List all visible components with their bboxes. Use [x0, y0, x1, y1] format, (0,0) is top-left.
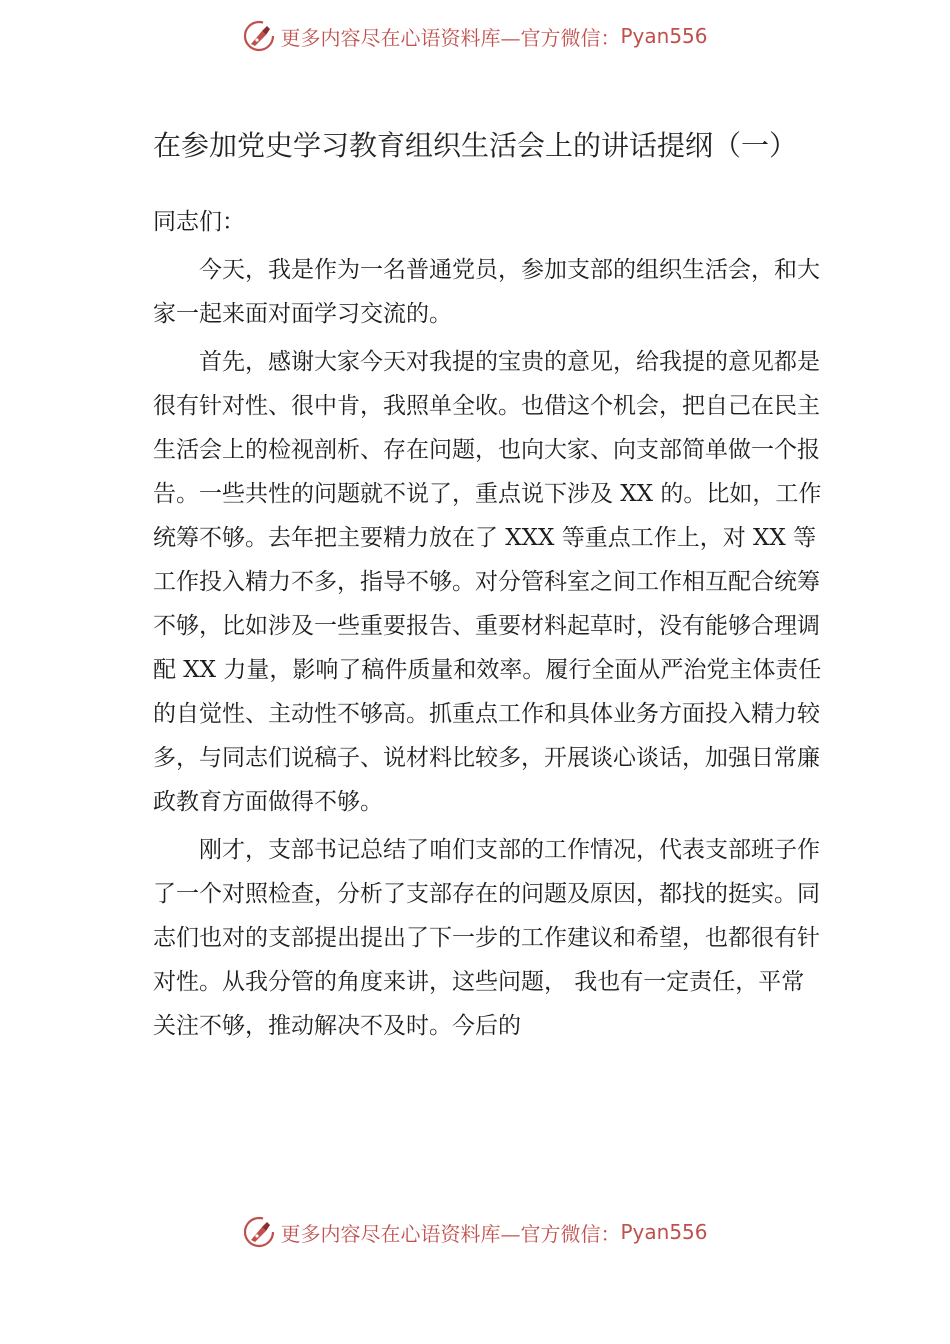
pen-nib-logo-icon [242, 1215, 276, 1249]
pen-nib-logo-icon [242, 19, 276, 53]
paragraph: 刚才，支部书记总结了咱们支部的工作情况，代表支部班子作了一个对照检查，分析了支部存在的问题及原因，都找的挺实。同志们也对的支部提出提出了下一步的工作建议和希望，也都很有针对性。从我分管的角度来讲，这些问题， 我也有一定责任，平常关注不够，推动解决不及时。今后的 [153, 837, 820, 1039]
header-banner [0, 16, 950, 56]
paragraph: 首先，感谢大家今天对我提的宝贵的意见，给我提的意见都是很有针对性、很中肯，我照单全收。也借这个机会，把自己在民主生活会上的检视剖析、存在问题，也向大家、向支部简单做一个报告。一些共性的问题就不说了，重点说下涉及 XX 的。比如，工作统筹不够。去年把主要精力放在了 XXX 等重点工作上，对 XX 等工作投入精力不多，指导不够。对分管科室之间工作相互配合统筹不够，比如涉及一些重要报告、重要材料起草时，没有能够合理调配 XX 力量，影响了稿件质量和效率。履行全面从严治党主体责任的自觉性、主动性不够高。抓重点工作和具体业务方面投入精力较多，与同志们说稿子、说材料比较多，开展谈心谈话，加强日常廉政教育方面做得不够。 [153, 349, 822, 815]
header-banner-text: 更多内容尽在心语资料库—官方微信： [280, 25, 621, 50]
header-wechat-id: Pyan556 [620, 24, 708, 48]
document-body [153, 200, 825, 1048]
footer-banner-text: 更多内容尽在心语资料库—官方微信： [280, 1221, 621, 1246]
paragraph: 今天，我是作为一名普通党员，参加支部的组织生活会，和大家一起来面对面学习交流的。 [153, 257, 820, 327]
footer-banner [0, 1212, 950, 1252]
greeting: 同志们： [153, 209, 245, 235]
footer-wechat-id: Pyan556 [620, 1220, 708, 1244]
document-title: 在参加党史学习教育组织生活会上的讲话提纲（一） [152, 129, 797, 162]
